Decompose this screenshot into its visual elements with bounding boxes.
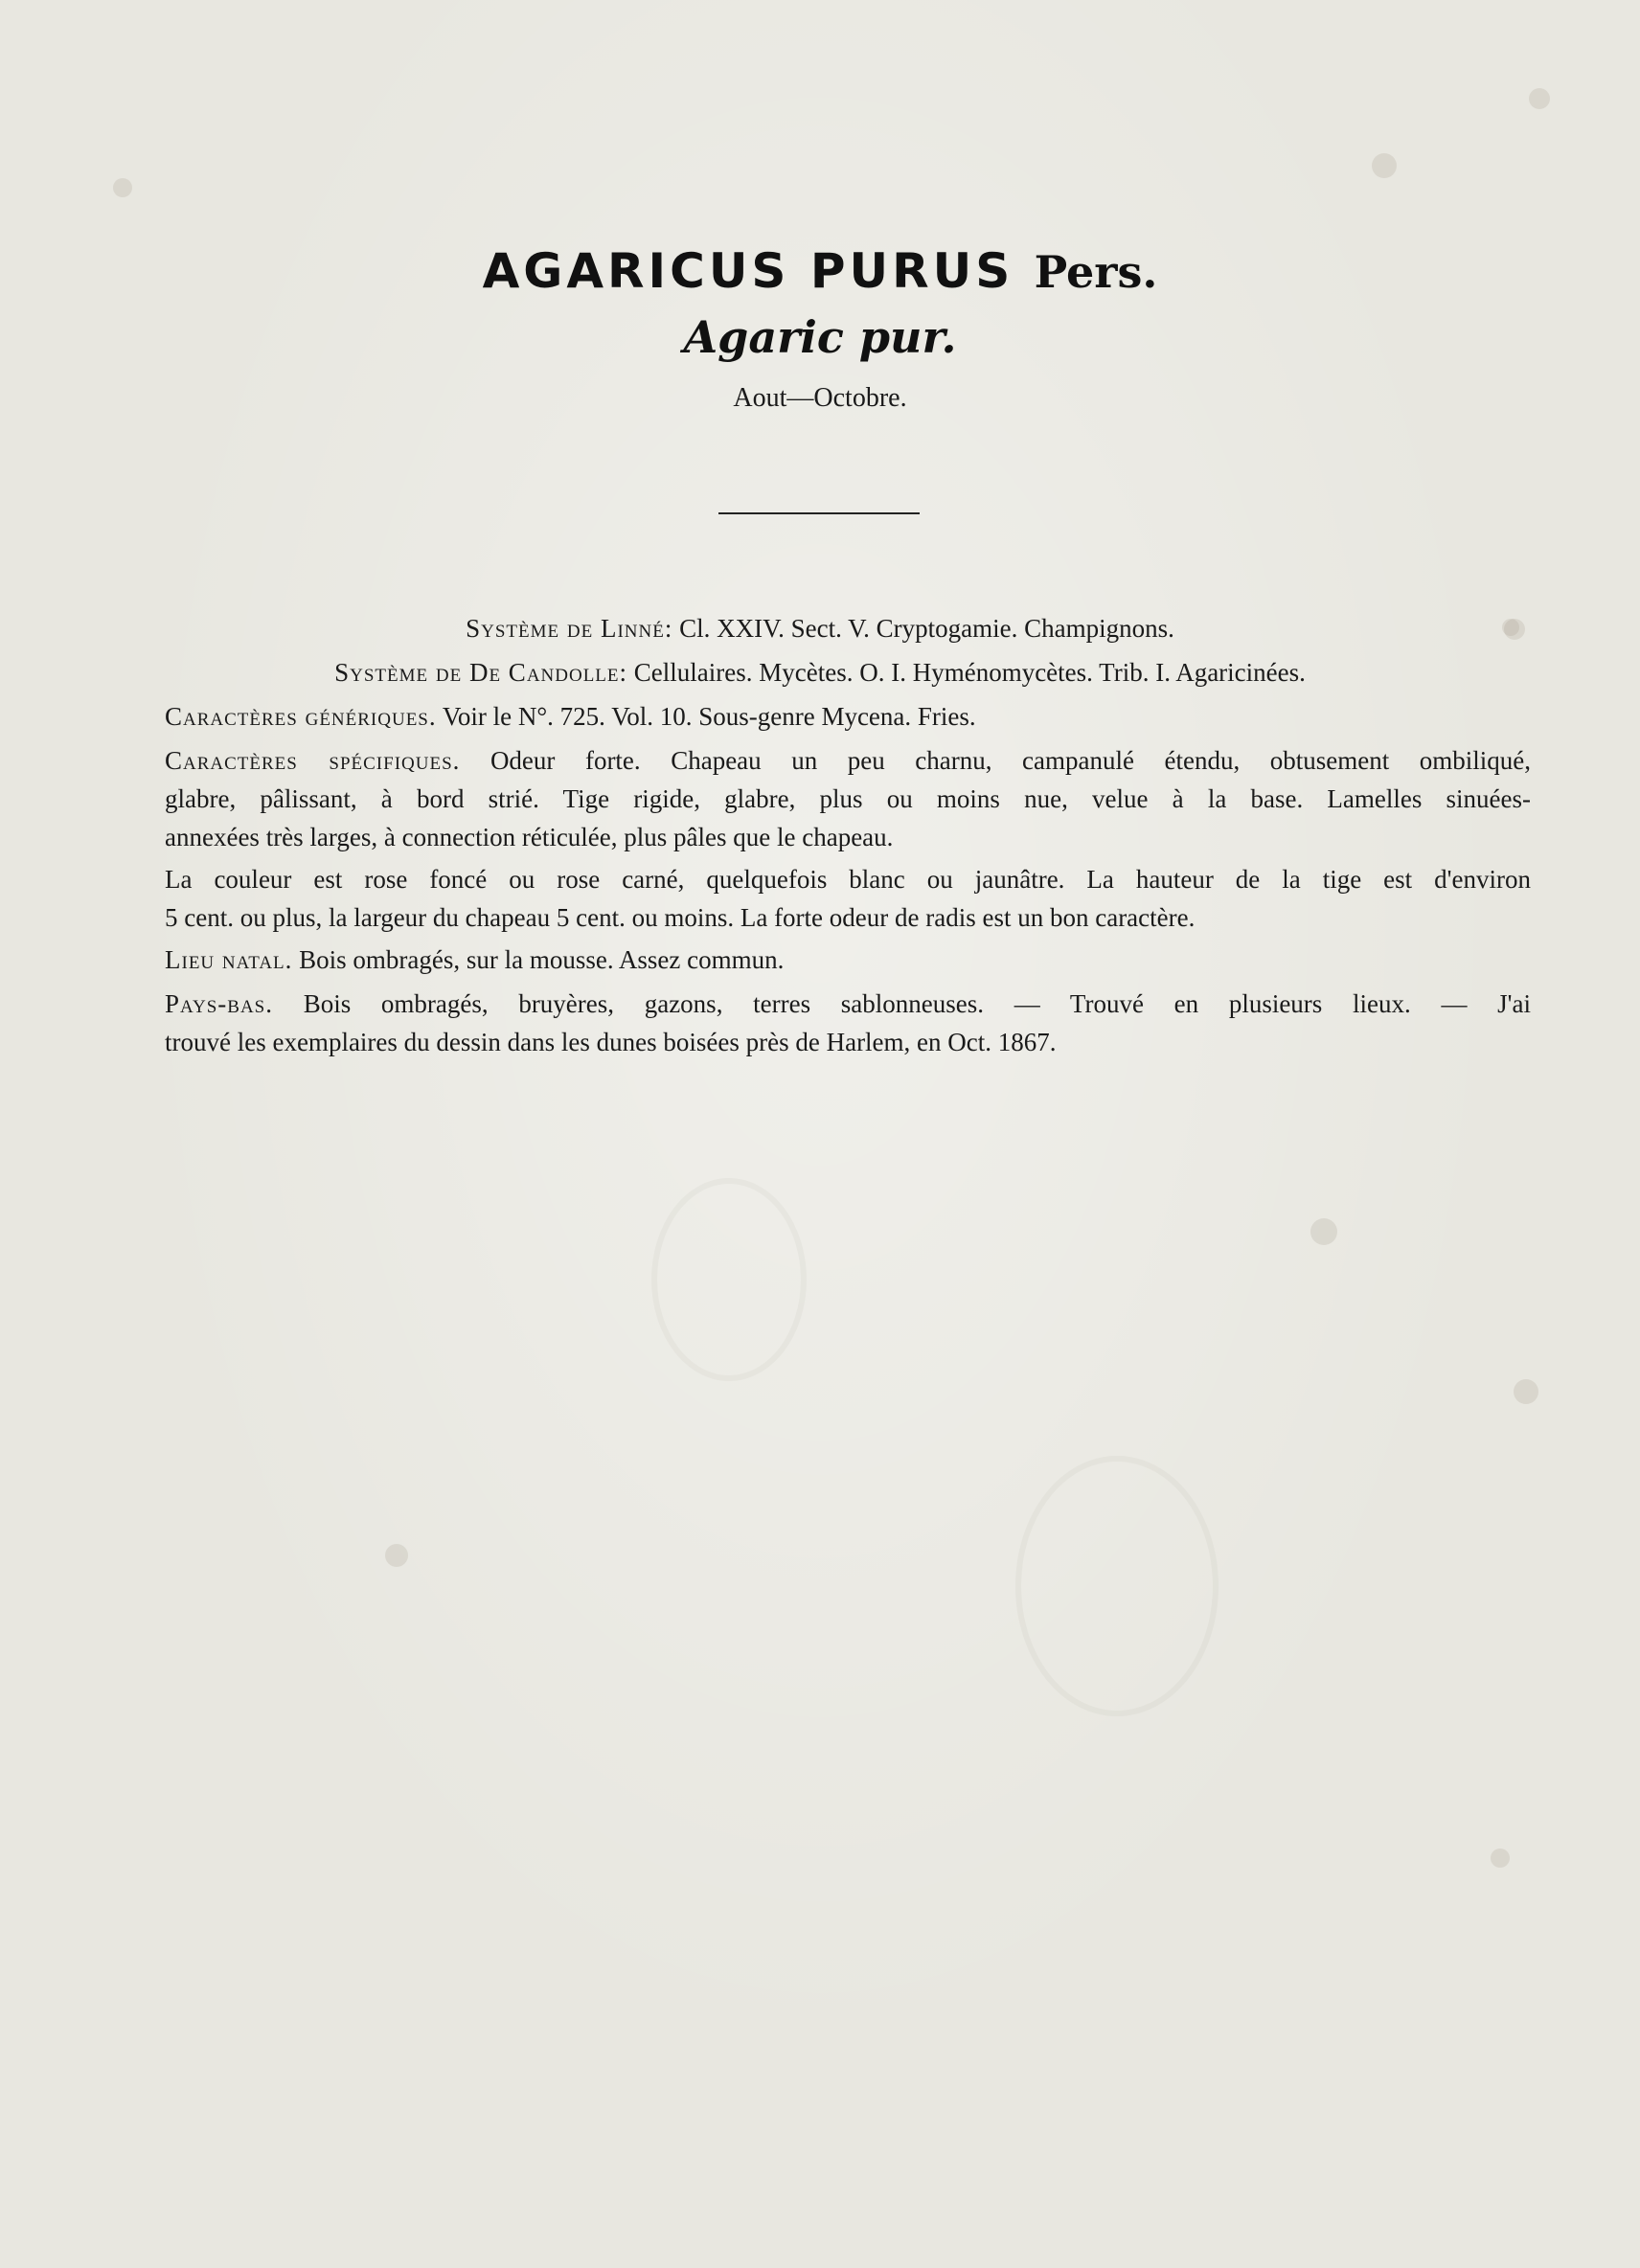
common-name: Agaric pur. (683, 311, 957, 363)
section-label: Système de Linné: (466, 614, 673, 643)
paper-stain (1514, 1379, 1538, 1404)
show-through-shape (1015, 1456, 1219, 1716)
section-text: Bois ombragés, bruyères, gazons, terres sablonneuses. — Trouvé en plusieurs lieux. — J'ai (303, 989, 1531, 1018)
show-through-shape (651, 1178, 807, 1381)
section-lieu (165, 942, 1531, 977)
section-specifiques-line-3: annexées très larges, à connection réticulée, plus pâles que le chapeau. (165, 823, 894, 851)
page-title (0, 243, 1640, 299)
section-text: Cl. XXIV. Sect. V. Cryptogamie. Champignons. (679, 614, 1174, 643)
section-text: Voir le N°. 725. Vol. 10. Sous-genre Mycena. Fries. (442, 702, 976, 731)
season: Aout—Octobre. (733, 383, 907, 413)
paper-stain (1529, 88, 1550, 109)
section-label: Caractères génériques. (165, 702, 437, 731)
species-author: Pers. (1034, 246, 1158, 298)
section-text: Cellulaires. Mycètes. O. I. Hyménomycètes. Trib. I. Agaricinées. (633, 658, 1306, 687)
section-label: Pays-bas. (165, 989, 273, 1018)
section-text: Bois ombragés, sur la mousse. Assez commun. (299, 945, 785, 974)
paper-stain (113, 178, 132, 197)
section-pays-line-2: trouvé les exemplaires du dessin dans les dunes boisées près de Harlem, en Oct. 1867. (165, 1028, 1057, 1056)
divider (718, 512, 920, 514)
paper-stain (1372, 153, 1397, 178)
section-couleur-line-1: La couleur est rose foncé ou rose carné, quelquefois blanc ou jaunâtre. La hauteur de la tige est d'environ (165, 865, 1531, 894)
paper-stain (385, 1544, 408, 1567)
section-generiques (165, 699, 1531, 734)
species-name: AGARICUS PURUS (482, 243, 1014, 299)
section-specifiques-line-2: glabre, pâlissant, à bord strié. Tige rigide, glabre, plus ou moins nue, velue à la base. Lamelles sinuées- (165, 784, 1531, 813)
section-text: Odeur forte. Chapeau un peu charnu, campanulé étendu, obtusement ombiliqué, (490, 746, 1531, 775)
section-couleur-line-2: 5 cent. ou plus, la largeur du chapeau 5 cent. ou moins. La forte odeur de radis est un bon caractère. (165, 903, 1196, 932)
section-label: Lieu natal. (165, 945, 293, 974)
section-candolle (0, 655, 1640, 690)
paper-stain (1491, 1848, 1510, 1868)
section-label: Système de De Candolle: (334, 658, 628, 687)
section-specifiques-line-1 (165, 743, 1531, 778)
section-label: Caractères spécifiques. (165, 746, 461, 775)
section-pays-line-1 (165, 987, 1531, 1021)
section-linne (0, 611, 1640, 646)
paper-stain (1310, 1218, 1337, 1245)
